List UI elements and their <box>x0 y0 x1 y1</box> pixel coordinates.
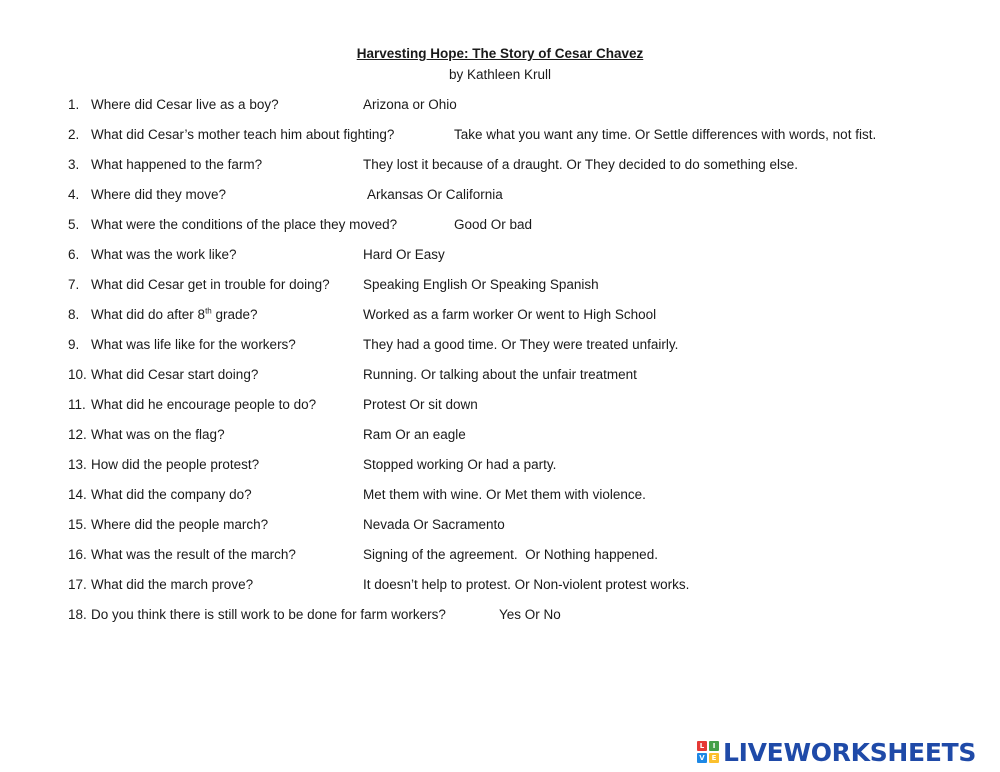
answer-choices: Protest Or sit down <box>363 397 478 412</box>
question-row <box>0 545 1000 565</box>
question-row <box>0 155 1000 175</box>
answer-choices: Ram Or an eagle <box>363 427 466 442</box>
question-number: 8. <box>68 307 80 322</box>
question-number: 16. <box>68 547 87 562</box>
question-number: 7. <box>68 277 80 292</box>
question-text: What happened to the farm? <box>91 157 263 172</box>
question-number: 9. <box>68 337 80 352</box>
question-row <box>0 125 1000 145</box>
answer-choices: Speaking English Or Speaking Spanish <box>363 277 599 292</box>
logo-letter: L <box>697 741 707 751</box>
question-row <box>0 575 1000 595</box>
question-text: Where did they move? <box>91 187 227 202</box>
answer-choices: They lost it because of a draught. Or They decided to do something else. <box>363 157 799 172</box>
question-text: What did Cesar get in trouble for doing? <box>91 277 330 292</box>
answer-choices: They had a good time. Or They were treated unfairly. <box>363 337 679 352</box>
question-text: Where did the people march? <box>91 517 269 532</box>
question-row <box>0 215 1000 235</box>
question-row <box>0 275 1000 295</box>
question-text: What were the conditions of the place they moved? <box>91 217 398 232</box>
question-number: 18. <box>68 607 87 622</box>
question-text: What was the work like? <box>91 247 237 262</box>
logo-letter: E <box>709 753 719 763</box>
answer-choices: Worked as a farm worker Or went to High School <box>363 307 657 322</box>
question-row <box>0 425 1000 445</box>
answer-choices: Nevada Or Sacramento <box>363 517 505 532</box>
answer-choices: Good Or bad <box>454 217 533 232</box>
answer-choices: Yes Or No <box>499 607 561 622</box>
question-number: 12. <box>68 427 87 442</box>
question-row <box>0 395 1000 415</box>
answer-choices: Take what you want any time. Or Settle differences with words, not fist. <box>454 127 877 142</box>
question-text: What did the company do? <box>91 487 252 502</box>
question-number: 5. <box>68 217 80 232</box>
question-number: 2. <box>68 127 80 142</box>
answer-choices: Hard Or Easy <box>363 247 445 262</box>
question-text: What was on the flag? <box>91 427 225 442</box>
question-text: What did Cesar start doing? <box>91 367 259 382</box>
question-row <box>0 245 1000 265</box>
question-text: What did the march prove? <box>91 577 254 592</box>
question-text: What did do after 8th grade? <box>91 306 258 322</box>
answer-choices: Running. Or talking about the unfair treatment <box>363 367 637 382</box>
logo-mark <box>697 741 719 763</box>
question-row <box>0 515 1000 535</box>
question-row <box>0 485 1000 505</box>
worksheet-title: Harvesting Hope: The Story of Cesar Chavez <box>356 46 644 61</box>
question-number: 1. <box>68 97 80 112</box>
question-text: What was the result of the march? <box>91 547 296 562</box>
question-text: Do you think there is still work to be done for farm workers? <box>91 607 446 622</box>
answer-choices: Arizona or Ohio <box>363 97 457 112</box>
answer-choices: Arkansas Or California <box>367 187 503 202</box>
answer-choices: Met them with wine. Or Met them with violence. <box>363 487 646 502</box>
question-number: 11. <box>68 397 86 412</box>
question-row <box>0 335 1000 355</box>
question-row <box>0 305 1000 325</box>
answer-choices: Signing of the agreement. Or Nothing happened. <box>363 547 658 562</box>
question-text: What did Cesar’s mother teach him about fighting? <box>91 127 395 142</box>
question-text: What did he encourage people to do? <box>91 397 317 412</box>
question-number: 6. <box>68 247 80 262</box>
question-number: 13. <box>68 457 87 472</box>
question-number: 17. <box>68 577 87 592</box>
question-row <box>0 365 1000 385</box>
question-number: 4. <box>68 187 80 202</box>
question-row <box>0 455 1000 475</box>
question-row <box>0 605 1000 625</box>
answer-choices: Stopped working Or had a party. <box>363 457 557 472</box>
question-row <box>0 185 1000 205</box>
question-number: 15. <box>68 517 87 532</box>
question-text: What was life like for the workers? <box>91 337 296 352</box>
question-number: 10. <box>68 367 87 382</box>
answer-choices: It doesn’t help to protest. Or Non-violent protest works. <box>363 577 690 592</box>
worksheet-author: by Kathleen Krull <box>448 67 552 82</box>
question-text: How did the people protest? <box>91 457 260 472</box>
question-row <box>0 95 1000 115</box>
logo-letter: I <box>709 741 719 751</box>
logo-text: LIVEWORKSHEETS <box>723 737 977 767</box>
liveworksheets-logo <box>697 737 976 767</box>
question-number: 14. <box>68 487 87 502</box>
question-number: 3. <box>68 157 80 172</box>
question-text: Where did Cesar live as a boy? <box>91 97 279 112</box>
logo-letter: V <box>697 753 707 763</box>
